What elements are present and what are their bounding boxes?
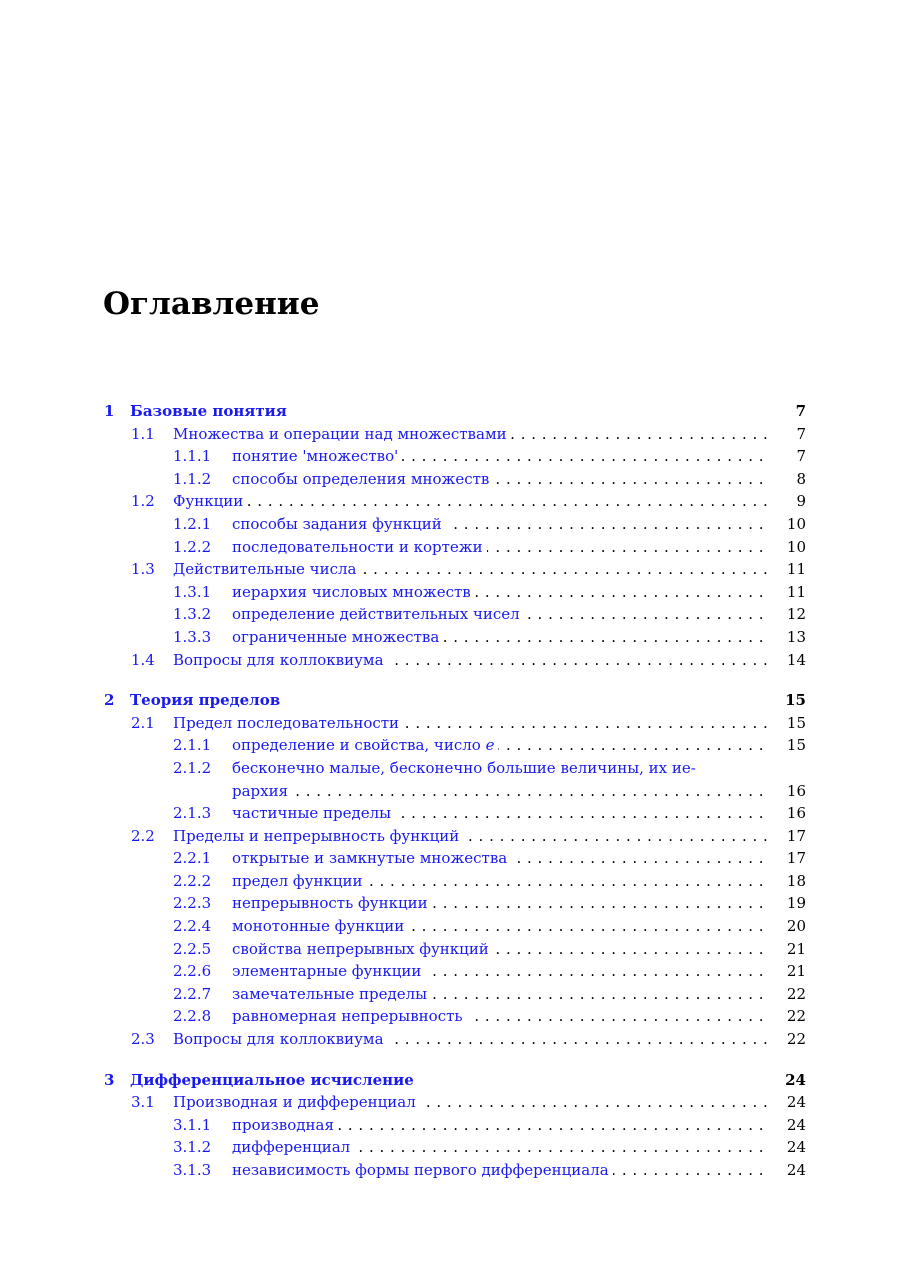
toc-number: 1.1 — [131, 424, 155, 443]
toc-page: 22 — [786, 1007, 806, 1026]
toc-page: 21 — [786, 939, 806, 958]
toc-subsection-1-3-3[interactable] — [104, 626, 806, 649]
toc-page: 16 — [786, 804, 806, 823]
toc-label: определение действительных чисел — [232, 605, 524, 623]
toc-page: 7 — [796, 447, 806, 466]
toc-page: 14 — [786, 650, 806, 669]
toc-label: равномерная непрерывность — [232, 1007, 467, 1025]
toc-section-2-1[interactable] — [104, 712, 806, 735]
toc-page: 20 — [786, 917, 806, 936]
toc-page: 15 — [786, 736, 806, 755]
page-title: Оглавление — [103, 286, 320, 322]
toc-page: 22 — [786, 1030, 806, 1049]
toc-chapter-2[interactable] — [104, 689, 806, 712]
toc-number: 2.2.4 — [173, 917, 212, 936]
toc-label: независимость формы первого дифференциала — [232, 1161, 613, 1179]
toc-section-1-4[interactable] — [104, 649, 806, 672]
toc-number: 1 — [104, 402, 115, 420]
toc-page: 24 — [785, 1070, 806, 1089]
toc-number: 3 — [104, 1070, 115, 1089]
toc-page: 13 — [786, 627, 806, 646]
toc-page: 9 — [796, 492, 806, 511]
toc-chapter-1[interactable] — [104, 400, 806, 423]
toc-subsection-1-2-2[interactable] — [104, 536, 806, 559]
toc-number: 3.1.2 — [173, 1138, 212, 1157]
toc-chapter-3[interactable] — [104, 1069, 806, 1092]
toc-page: 21 — [786, 962, 806, 981]
toc-subsection-3-1-3[interactable] — [104, 1159, 806, 1182]
toc-section-2-2[interactable] — [104, 825, 806, 848]
toc-label: предел функции — [232, 872, 366, 890]
toc-subsection-2-1-3[interactable] — [104, 802, 806, 825]
toc-subsection-1-3-1[interactable] — [104, 581, 806, 604]
toc-subsection-1-1-1[interactable] — [104, 445, 806, 468]
toc-page: 24 — [786, 1093, 806, 1112]
toc-number: 2.2.8 — [173, 1007, 212, 1026]
toc-label: способы задания функций — [232, 515, 446, 533]
toc-page: 24 — [786, 1115, 806, 1134]
toc-section-2-3[interactable] — [104, 1028, 806, 1051]
toc-number: 2.2.3 — [173, 894, 212, 913]
toc-label: непрерывность функции — [232, 894, 432, 912]
toc-number: 2.1.3 — [173, 804, 212, 823]
toc-number: 2.2.5 — [173, 939, 212, 958]
toc-label: Теория пределов — [130, 691, 284, 709]
toc-number: 2.2.6 — [173, 962, 212, 981]
toc-label: понятие 'множество' — [232, 447, 402, 465]
toc-page: 18 — [786, 871, 806, 890]
toc-label: Дифференциальное исчисление — [130, 1071, 418, 1089]
toc-label: Производная и дифференциал — [173, 1093, 420, 1111]
toc-number: 1.3 — [131, 560, 155, 579]
toc-label: монотонные функции — [232, 917, 408, 935]
toc-page: 11 — [786, 582, 806, 601]
toc-page: 12 — [786, 605, 806, 624]
toc-number: 2.2.1 — [173, 849, 212, 868]
toc-number: 2.1.1 — [173, 736, 212, 755]
toc-page: 22 — [786, 984, 806, 1003]
toc-number: 1.4 — [131, 650, 155, 669]
toc-subsection-2-2-1[interactable] — [104, 847, 806, 870]
toc-page: 24 — [786, 1138, 806, 1157]
toc-subsection-2-1-2-continued[interactable] — [104, 780, 806, 803]
toc-page: 10 — [786, 514, 806, 533]
toc-number: 2.1 — [131, 713, 155, 732]
toc-subsection-3-1-2[interactable] — [104, 1136, 806, 1159]
toc-label: Множества и операции над множествами — [173, 425, 511, 443]
toc-label: Базовые понятия — [130, 402, 291, 420]
toc-number: 2.1.2 — [173, 758, 212, 777]
toc-subsection-1-3-2[interactable] — [104, 603, 806, 626]
toc-label: частичные пределы — [232, 804, 395, 822]
toc-page: 17 — [786, 849, 806, 868]
toc-label: производная — [232, 1116, 338, 1134]
toc-number: 1.2 — [131, 492, 155, 511]
toc-label: свойства непрерывных функций — [232, 940, 493, 958]
toc-page: 15 — [785, 691, 806, 710]
table-of-contents — [104, 400, 806, 1182]
toc-label: последовательности и кортежи — [232, 538, 487, 556]
toc-number: 1.3.2 — [173, 605, 212, 624]
toc-section-1-3[interactable] — [104, 558, 806, 581]
toc-subsection-2-2-2[interactable] — [104, 870, 806, 893]
toc-label: Вопросы для коллоквиума — [173, 651, 388, 669]
toc-page: 19 — [786, 894, 806, 913]
toc-number: 1.2.2 — [173, 537, 212, 556]
toc-page: 7 — [795, 402, 806, 420]
toc-label: Пределы и непрерывность функций — [173, 827, 463, 845]
toc-label: определение и свойства, число — [232, 736, 481, 755]
toc-page: 10 — [786, 537, 806, 556]
toc-number: 1.1.2 — [173, 469, 212, 488]
toc-subsection-2-2-4[interactable] — [104, 915, 806, 938]
toc-number: 1.2.1 — [173, 514, 212, 533]
toc-label: бесконечно малые, бесконечно большие величины, их ие- — [232, 759, 700, 777]
toc-number: 2.2.7 — [173, 984, 212, 1003]
toc-label-math: e — [485, 736, 495, 755]
toc-number: 1.3.3 — [173, 627, 212, 646]
toc-label: Вопросы для коллоквиума — [173, 1030, 388, 1048]
toc-section-3-1[interactable] — [104, 1091, 806, 1114]
toc-page: 24 — [786, 1161, 806, 1179]
toc-section-1-1[interactable] — [104, 423, 806, 446]
toc-number: 3.1.1 — [173, 1115, 212, 1134]
toc-number: 3.1.3 — [173, 1161, 212, 1179]
toc-subsection-2-2-7[interactable] — [104, 983, 806, 1006]
toc-number: 2 — [104, 691, 115, 710]
toc-label-continued: рархия — [232, 782, 292, 800]
toc-subsection-2-2-8[interactable] — [104, 1005, 806, 1028]
toc-label: ограниченные множества — [232, 628, 443, 646]
toc-subsection-2-2-3[interactable] — [104, 892, 806, 915]
toc-page: 15 — [786, 713, 806, 732]
toc-label: открытые и замкнутые множества — [232, 849, 511, 867]
toc-label: элементарные функции — [232, 962, 425, 980]
toc-label: способы определения множеств — [232, 470, 493, 488]
toc-subsection-2-1-2[interactable] — [104, 757, 806, 780]
toc-label: Действительные числа — [173, 560, 360, 578]
toc-label: Предел последовательности — [173, 714, 403, 732]
toc-number: 1.3.1 — [173, 582, 212, 601]
toc-number: 1.1.1 — [173, 447, 212, 466]
toc-number: 2.2 — [131, 826, 155, 845]
toc-subsection-3-1-1[interactable] — [104, 1114, 806, 1137]
toc-page: 16 — [786, 781, 806, 800]
toc-page: 17 — [786, 826, 806, 845]
toc-page: 7 — [796, 424, 806, 443]
toc-label: иерархия числовых множеств — [232, 583, 475, 601]
toc-page: 11 — [786, 560, 806, 579]
toc-number: 2.2.2 — [173, 871, 212, 890]
toc-label: замечательные пределы — [232, 985, 431, 1003]
toc-page: 8 — [796, 469, 806, 488]
toc-subsection-2-2-6[interactable] — [104, 960, 806, 983]
toc-label: дифференциал — [232, 1138, 354, 1156]
toc-label: Функции — [173, 492, 247, 510]
toc-subsection-2-1-1[interactable] — [104, 734, 806, 757]
toc-number: 2.3 — [131, 1030, 155, 1049]
toc-subsection-2-2-5[interactable] — [104, 938, 806, 961]
toc-section-1-2[interactable] — [104, 490, 806, 513]
toc-subsection-1-2-1[interactable] — [104, 513, 806, 536]
toc-subsection-1-1-2[interactable] — [104, 468, 806, 491]
toc-number: 3.1 — [131, 1093, 155, 1112]
